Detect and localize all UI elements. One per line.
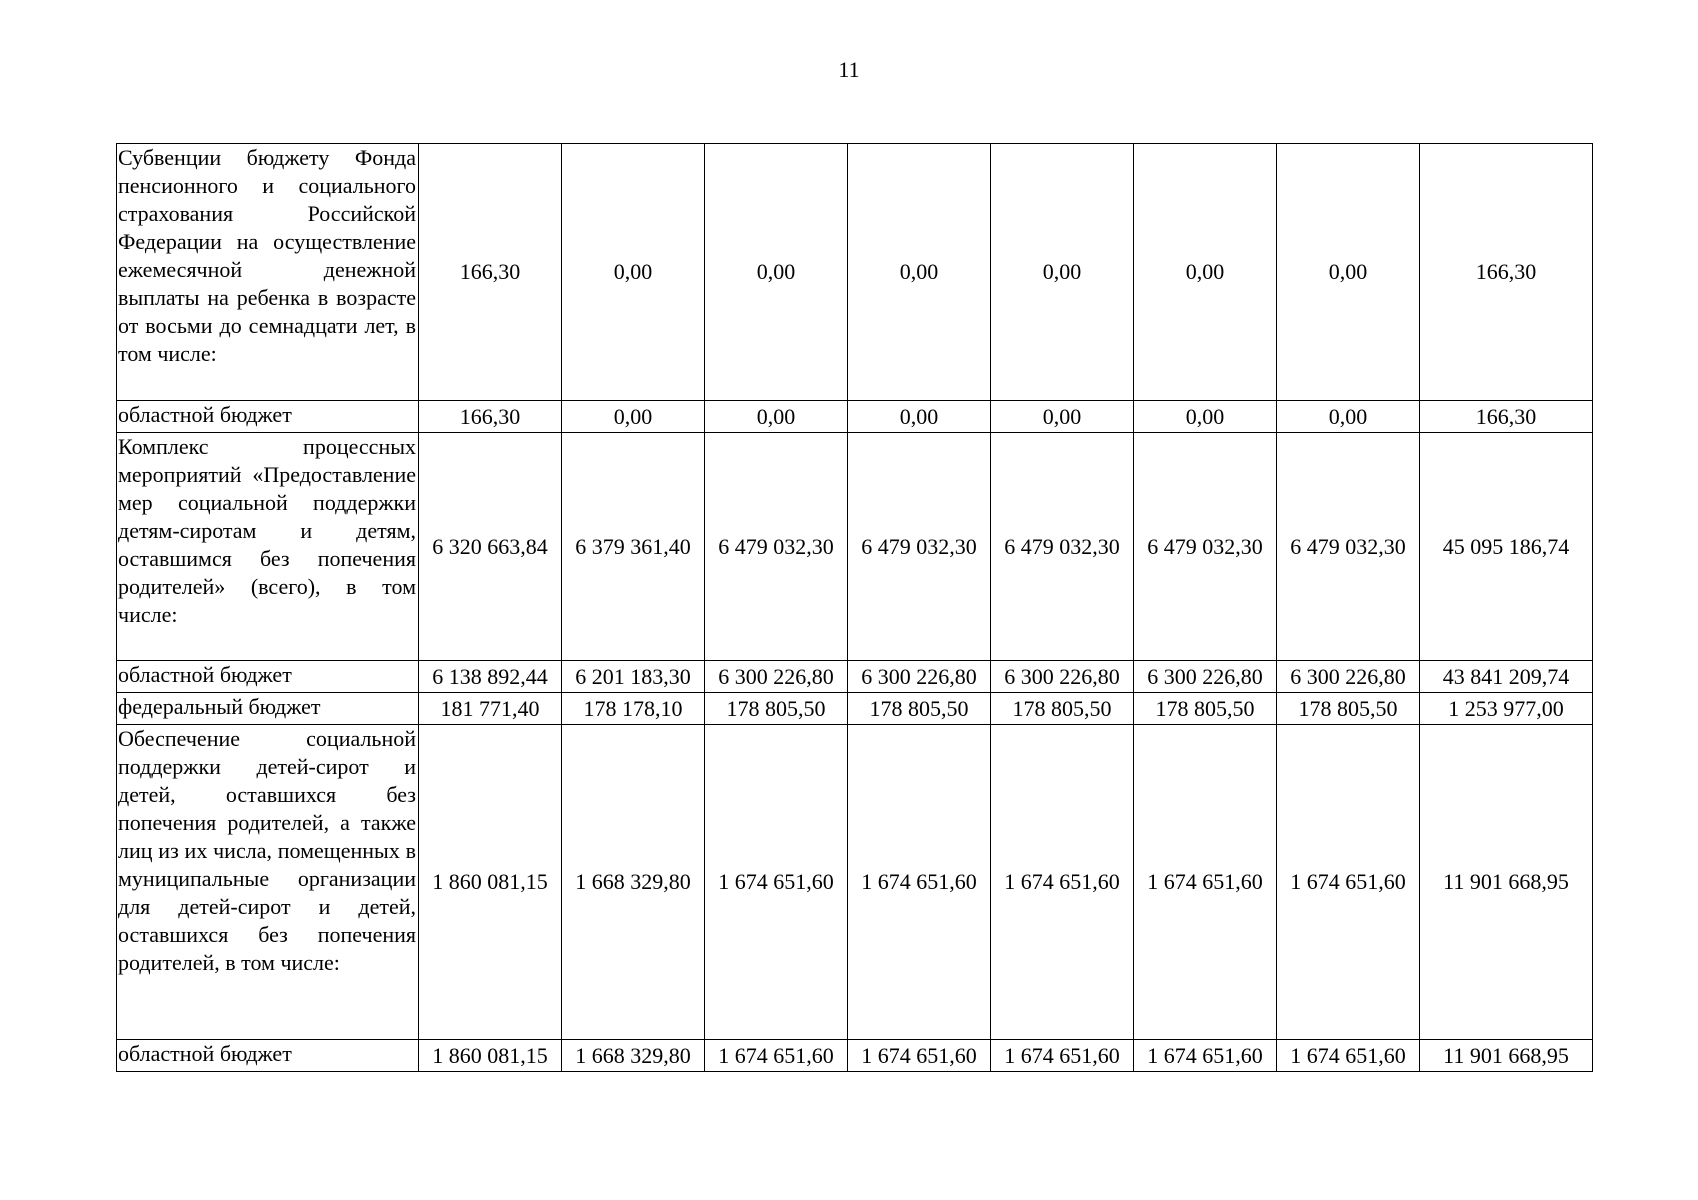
value-cell: 6 320 663,84 bbox=[419, 433, 562, 661]
value-cell: 0,00 bbox=[705, 401, 848, 433]
value-cell: 6 479 032,30 bbox=[991, 433, 1134, 661]
table-row bbox=[117, 401, 1593, 433]
value-cell: 166,30 bbox=[419, 401, 562, 433]
row-label: Комплекс процессных мероприятий «Предоставление мер социальной поддержки детям-сиротам и детям, оставшимся без попечения родителей» (всего), в том числе: bbox=[117, 433, 419, 661]
value-cell: 1 674 651,60 bbox=[991, 725, 1134, 1040]
value-cell: 1 674 651,60 bbox=[705, 725, 848, 1040]
value-cell: 1 860 081,15 bbox=[419, 1040, 562, 1072]
total-cell: 11 901 668,95 bbox=[1420, 725, 1593, 1040]
total-cell: 1 253 977,00 bbox=[1420, 693, 1593, 725]
value-cell: 178 805,50 bbox=[848, 693, 991, 725]
value-cell: 0,00 bbox=[1277, 401, 1420, 433]
value-cell: 6 479 032,30 bbox=[1277, 433, 1420, 661]
value-cell: 0,00 bbox=[991, 144, 1134, 401]
value-cell: 178 178,10 bbox=[562, 693, 705, 725]
value-cell: 6 138 892,44 bbox=[419, 661, 562, 693]
total-cell: 43 841 209,74 bbox=[1420, 661, 1593, 693]
row-label: областной бюджет bbox=[117, 661, 419, 693]
value-cell: 0,00 bbox=[848, 401, 991, 433]
value-cell: 6 379 361,40 bbox=[562, 433, 705, 661]
value-cell: 6 300 226,80 bbox=[705, 661, 848, 693]
value-cell: 178 805,50 bbox=[1134, 693, 1277, 725]
value-cell: 0,00 bbox=[1134, 144, 1277, 401]
value-cell: 6 479 032,30 bbox=[848, 433, 991, 661]
value-cell: 1 674 651,60 bbox=[705, 1040, 848, 1072]
table-row bbox=[117, 433, 1593, 661]
value-cell: 6 300 226,80 bbox=[991, 661, 1134, 693]
value-cell: 178 805,50 bbox=[705, 693, 848, 725]
value-cell: 1 674 651,60 bbox=[848, 725, 991, 1040]
table-row bbox=[117, 1040, 1593, 1072]
value-cell: 0,00 bbox=[991, 401, 1134, 433]
value-cell: 1 674 651,60 bbox=[1277, 1040, 1420, 1072]
value-cell: 1 674 651,60 bbox=[848, 1040, 991, 1072]
total-cell: 166,30 bbox=[1420, 401, 1593, 433]
row-label: областной бюджет bbox=[117, 401, 419, 433]
total-cell: 166,30 bbox=[1420, 144, 1593, 401]
value-cell: 1 674 651,60 bbox=[1277, 725, 1420, 1040]
budget-table bbox=[116, 143, 1593, 1072]
page-number: 11 bbox=[838, 57, 860, 82]
value-cell: 1 860 081,15 bbox=[419, 725, 562, 1040]
value-cell: 6 300 226,80 bbox=[848, 661, 991, 693]
value-cell: 6 479 032,30 bbox=[705, 433, 848, 661]
value-cell: 1 674 651,60 bbox=[991, 1040, 1134, 1072]
value-cell: 0,00 bbox=[562, 144, 705, 401]
value-cell: 6 201 183,30 bbox=[562, 661, 705, 693]
row-label: Субвенции бюджету Фонда пенсионного и социального страхования Российской Федерации на осуществление ежемесячной денежной выплаты на ребенка в возрасте от восьми до семнадцати лет, в том числе: bbox=[117, 144, 419, 401]
value-cell: 166,30 bbox=[419, 144, 562, 401]
value-cell: 1 668 329,80 bbox=[562, 1040, 705, 1072]
table-row bbox=[117, 725, 1593, 1040]
table-row bbox=[117, 144, 1593, 401]
value-cell: 181 771,40 bbox=[419, 693, 562, 725]
table-row bbox=[117, 693, 1593, 725]
row-label: областной бюджет bbox=[117, 1040, 419, 1072]
value-cell: 6 300 226,80 bbox=[1134, 661, 1277, 693]
table-row bbox=[117, 661, 1593, 693]
value-cell: 1 674 651,60 bbox=[1134, 1040, 1277, 1072]
value-cell: 6 479 032,30 bbox=[1134, 433, 1277, 661]
value-cell: 178 805,50 bbox=[991, 693, 1134, 725]
total-cell: 11 901 668,95 bbox=[1420, 1040, 1593, 1072]
value-cell: 0,00 bbox=[705, 144, 848, 401]
value-cell: 0,00 bbox=[1134, 401, 1277, 433]
value-cell: 0,00 bbox=[848, 144, 991, 401]
value-cell: 0,00 bbox=[562, 401, 705, 433]
value-cell: 1 668 329,80 bbox=[562, 725, 705, 1040]
value-cell: 178 805,50 bbox=[1277, 693, 1420, 725]
value-cell: 0,00 bbox=[1277, 144, 1420, 401]
total-cell: 45 095 186,74 bbox=[1420, 433, 1593, 661]
row-label: Обеспечение социальной поддержки детей-сирот и детей, оставшихся без попечения родителей, а также лиц из их числа, помещенных в муниципальные организации для детей-сирот и детей, оставшихся без попечения родителей, в том числе: bbox=[117, 725, 419, 1040]
value-cell: 6 300 226,80 bbox=[1277, 661, 1420, 693]
value-cell: 1 674 651,60 bbox=[1134, 725, 1277, 1040]
row-label: федеральный бюджет bbox=[117, 693, 419, 725]
